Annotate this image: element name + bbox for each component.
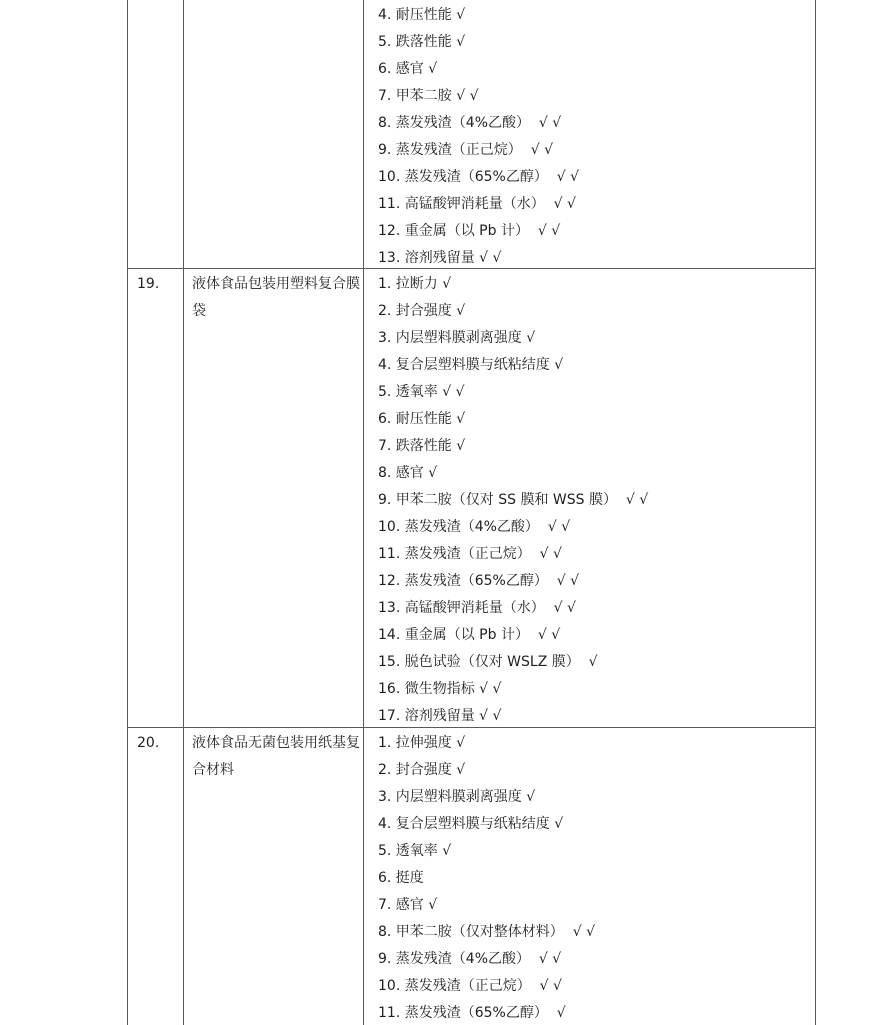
test-item-line: 2. 封合强度 √ (378, 762, 466, 778)
product-name: 液体食品无菌包装用纸基复合材料 (192, 735, 360, 778)
test-item-line: 17. 溶剂残留量 √ √ (378, 708, 502, 724)
test-item-line: 12. 蒸发残渣（65%乙醇） √ √ (378, 573, 580, 589)
test-item-line: 8. 甲苯二胺（仅对整体材料） √ √ (378, 924, 595, 940)
test-item-line: 5. 跌落性能 √ (378, 34, 466, 50)
test-item-line: 9. 蒸发残渣（正己烷） √ √ (378, 142, 553, 158)
row-number-cell (128, 728, 184, 1025)
test-item-line: 11. 蒸发残渣（65%乙醇） √ (378, 1005, 566, 1021)
test-item-line: 4. 复合层塑料膜与纸粘结度 √ (378, 357, 564, 373)
test-item-line: 7. 甲苯二胺 √ √ (378, 88, 479, 104)
test-items-cell (364, 728, 815, 1025)
product-name-cell (184, 728, 364, 1025)
test-item-line: 4. 耐压性能 √ (378, 7, 466, 23)
test-item-line: 8. 蒸发残渣（4%乙酸） √ √ (378, 115, 562, 131)
test-item-line: 14. 重金属（以 Pb 计） √ √ (378, 627, 561, 643)
test-item-line: 4. 复合层塑料膜与纸粘结度 √ (378, 816, 564, 832)
row-number-cell (128, 269, 184, 727)
test-item-line: 3. 内层塑料膜剥离强度 √ (378, 330, 536, 346)
test-item-line: 1. 拉断力 √ (378, 276, 452, 292)
table-row-20 (128, 727, 815, 1025)
test-item-line: 10. 蒸发残渣（4%乙酸） √ √ (378, 519, 571, 535)
test-item-line: 12. 重金属（以 Pb 计） √ √ (378, 223, 561, 239)
table-row-continued (128, 0, 815, 268)
test-item-line: 8. 感官 √ (378, 465, 438, 481)
test-items-cell (364, 269, 815, 727)
product-name-cell (184, 269, 364, 727)
product-name: 液体食品包装用塑料复合膜袋 (192, 276, 360, 319)
test-item-line: 10. 蒸发残渣（正己烷） √ √ (378, 978, 562, 994)
test-item-line: 2. 封合强度 √ (378, 303, 466, 319)
row-number: 19. (137, 276, 160, 292)
test-item-line: 11. 蒸发残渣（正己烷） √ √ (378, 546, 562, 562)
row-number-cell (128, 0, 184, 268)
test-item-line: 10. 蒸发残渣（65%乙醇） √ √ (378, 169, 580, 185)
test-item-line: 5. 透氧率 √ √ (378, 384, 465, 400)
test-scope-table (127, 0, 816, 1025)
product-name-cell (184, 0, 364, 268)
test-item-line: 3. 内层塑料膜剥离强度 √ (378, 789, 536, 805)
test-item-line: 6. 挺度 (378, 870, 424, 886)
test-item-line: 1. 拉伸强度 √ (378, 735, 466, 751)
test-item-line: 13. 溶剂残留量 √ √ (378, 250, 502, 266)
test-item-line: 5. 透氧率 √ (378, 843, 452, 859)
test-item-line: 13. 高锰酸钾消耗量（水） √ √ (378, 600, 576, 616)
test-item-line: 9. 甲苯二胺（仅对 SS 膜和 WSS 膜） √ √ (378, 492, 649, 508)
test-item-line: 11. 高锰酸钾消耗量（水） √ √ (378, 196, 576, 212)
row-number: 20. (137, 735, 160, 751)
test-item-line: 7. 跌落性能 √ (378, 438, 466, 454)
test-item-line: 9. 蒸发残渣（4%乙酸） √ √ (378, 951, 562, 967)
test-item-line: 15. 脱色试验（仅对 WSLZ 膜） √ (378, 654, 598, 670)
test-item-line: 6. 感官 √ (378, 61, 438, 77)
table-row-19 (128, 268, 815, 727)
test-item-line: 16. 微生物指标 √ √ (378, 681, 502, 697)
test-item-line: 7. 感官 √ (378, 897, 438, 913)
test-items-cell (364, 0, 815, 268)
test-item-line: 6. 耐压性能 √ (378, 411, 466, 427)
